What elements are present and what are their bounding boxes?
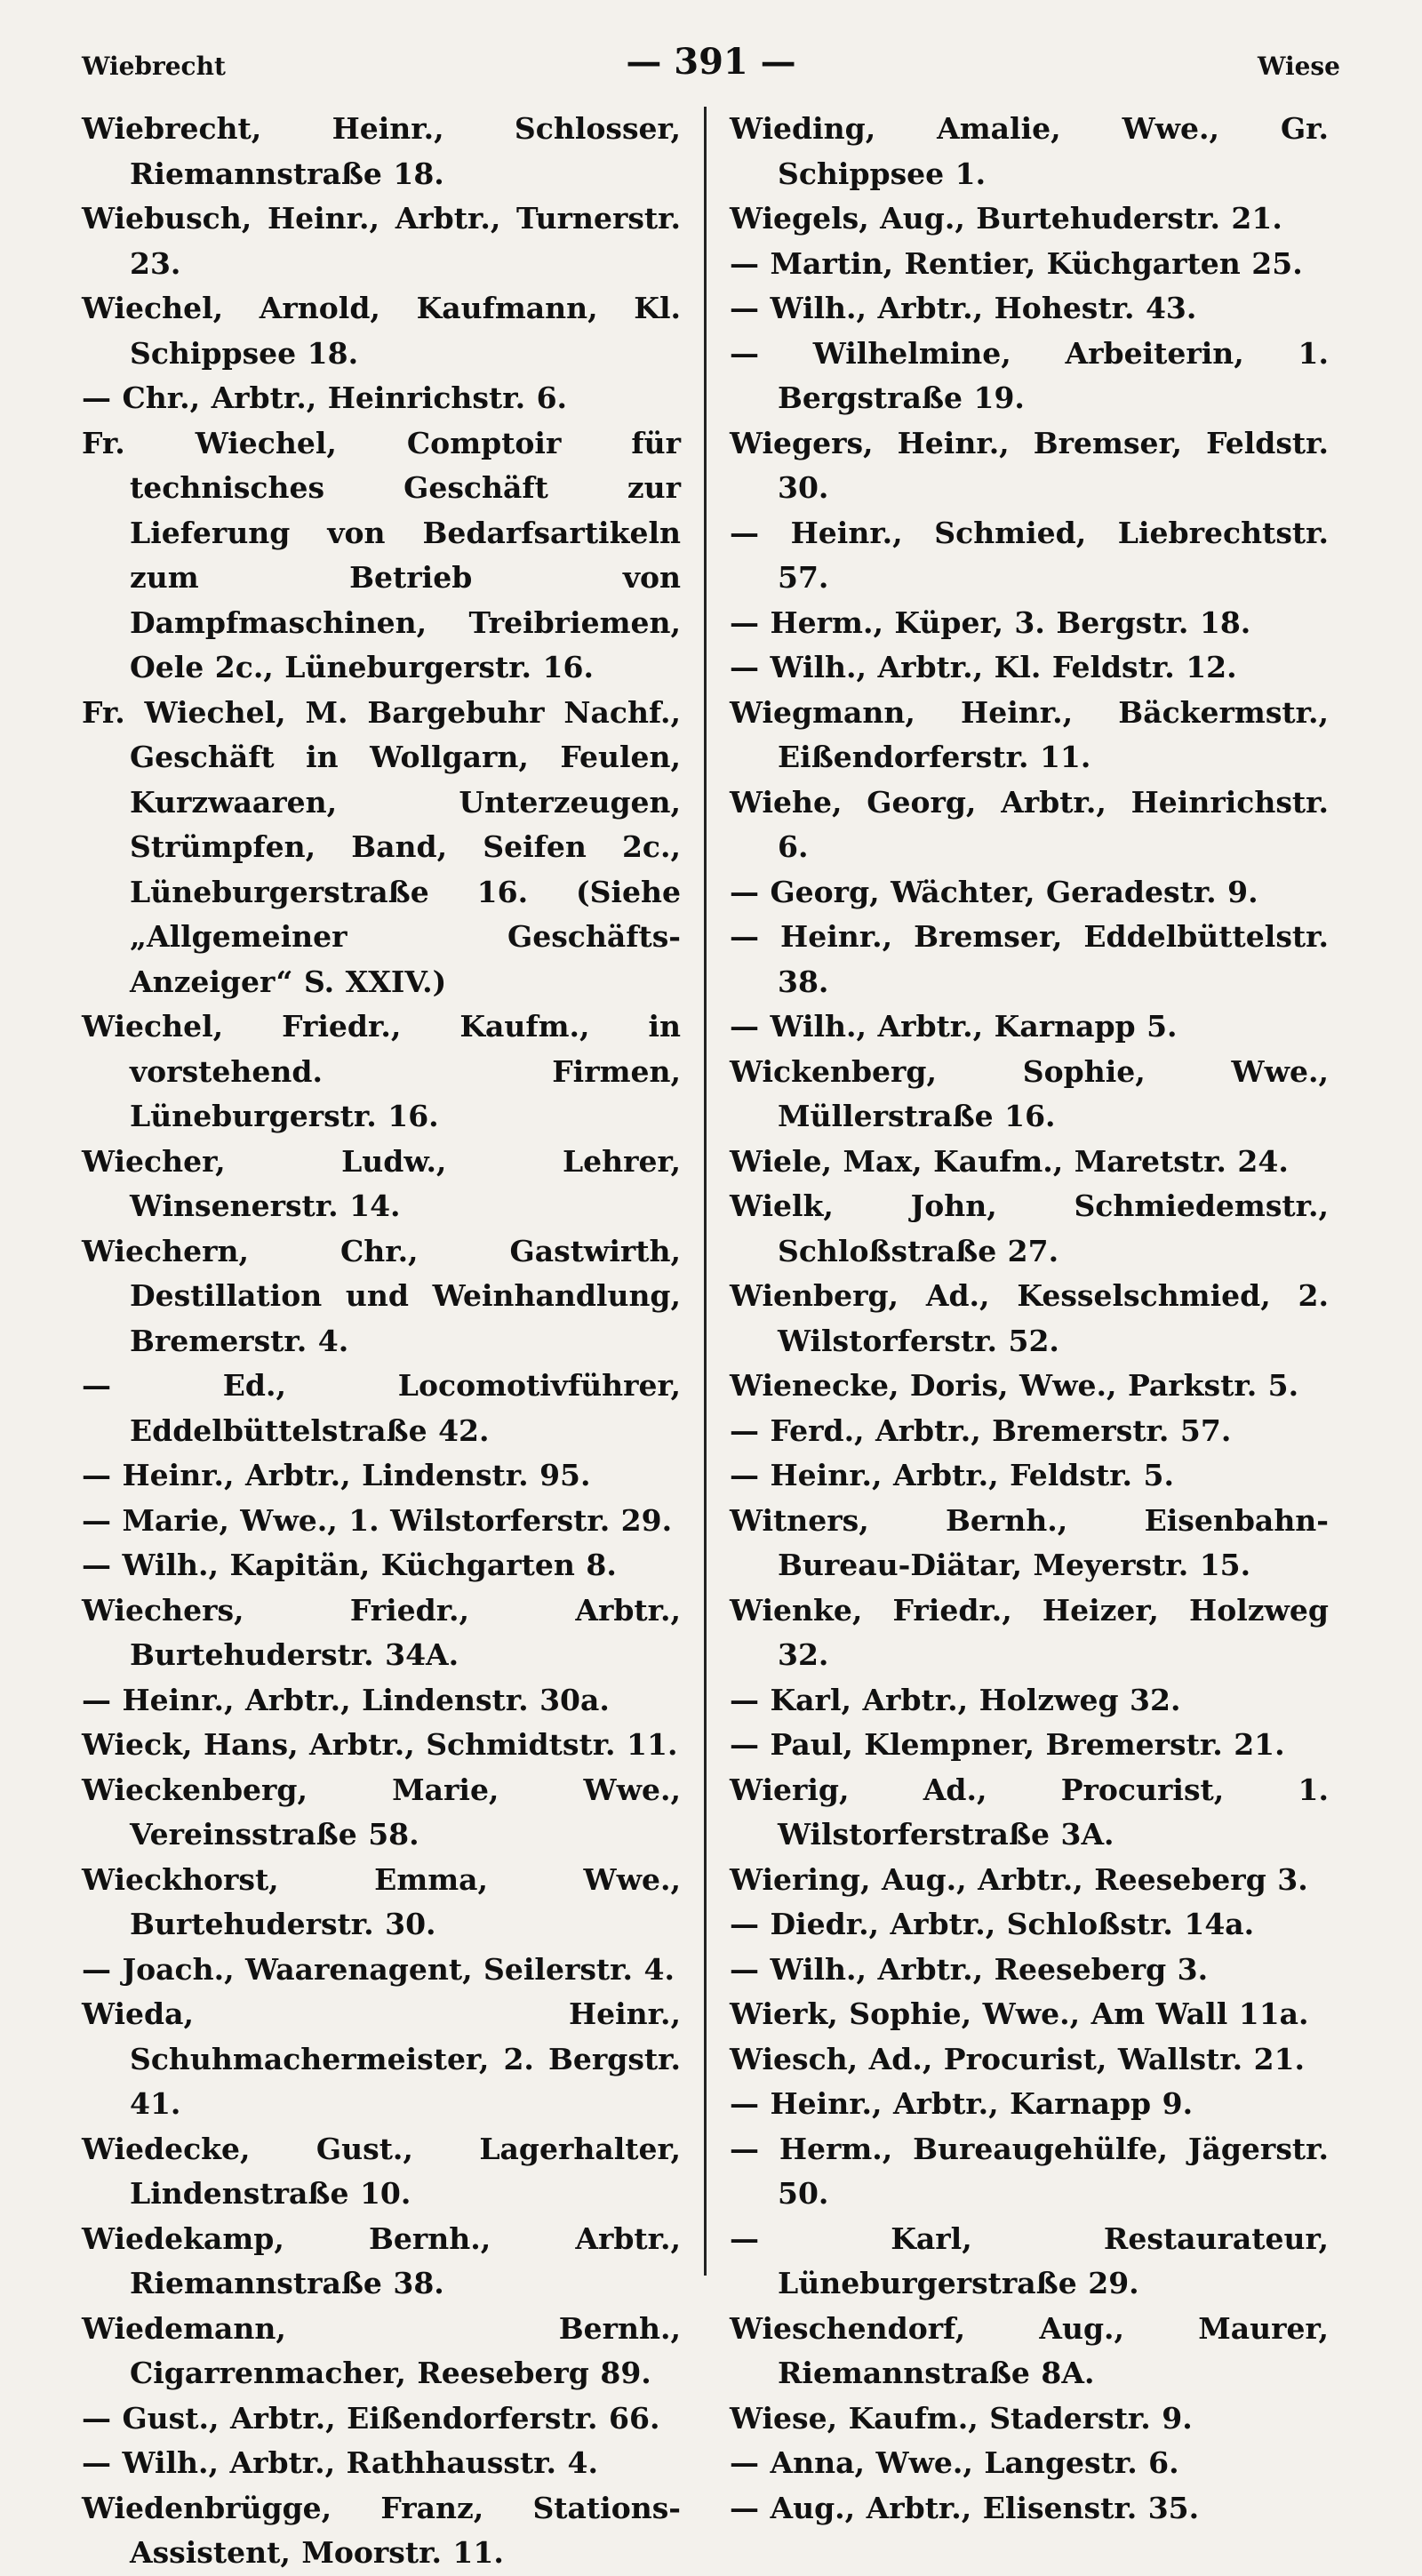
directory-entry: Wiedecke, Gust., Lagerhalter, Lindenstraße 10. xyxy=(82,2131,681,2211)
directory-entry: Wickenberg, Sophie, Wwe., Müllerstraße 16. xyxy=(730,1053,1329,1133)
directory-entry: — Herm., Bureaugehülfe, Jägerstr. 50. xyxy=(730,2131,1329,2211)
directory-entry: — Ed., Locomotivführer, Eddelbüttelstraße 42. xyxy=(82,1368,681,1448)
directory-entry: Wienke, Friedr., Heizer, Holzweg 32. xyxy=(730,1592,1329,1672)
directory-entry: — Wilh., Kapitän, Küchgarten 8. xyxy=(82,1548,617,1582)
directory-entry: — Heinr., Schmied, Liebrechtstr. 57. xyxy=(730,515,1329,595)
directory-entry: — Wilh., Arbtr., Reeseberg 3. xyxy=(730,1951,1209,1987)
directory-entry: Wierig, Ad., Procurist, 1. Wilstorferstraße 3A. xyxy=(730,1772,1329,1852)
directory-entry: Wiedekamp, Bernh., Arbtr., Riemannstraße 38. xyxy=(82,2220,681,2300)
directory-entry: — Heinr., Arbtr., Karnapp 9. xyxy=(730,2086,1194,2121)
directory-entry: Wiecher, Ludw., Lehrer, Winsenerstr. 14. xyxy=(82,1143,681,1223)
directory-entry: Wiechern, Chr., Gastwirth, Destillation und Weinhandlung, Bremerstr. 4. xyxy=(82,1233,681,1358)
directory-entry: Fr. Wiechel, M. Bargebuhr Nachf., Geschäft in Wollgarn, Feulen, Kurzwaaren, Unterzeugen, Strümpfen, Band, Seifen 2c., Lüneburgerstraße 16. (Siehe „Allgemeiner Geschäfts-Anzeiger“ S. XXIV.) xyxy=(82,694,681,999)
directory-entry: Wiebrecht, Heinr., Schlosser, Riemannstraße 18. xyxy=(82,111,681,191)
directory-entry: Wiechel, Arnold, Kaufmann, Kl. Schippsee 18. xyxy=(82,291,681,371)
directory-entry: — Joach., Waarenagent, Seilerstr. 4. xyxy=(82,1951,675,1987)
directory-entry: — Wilh., Arbtr., Kl. Feldstr. 12. xyxy=(730,650,1237,684)
directory-entry: Wienberg, Ad., Kesselschmied, 2. Wilstorferstr. 52. xyxy=(730,1278,1329,1358)
directory-entry: Wienecke, Doris, Wwe., Parkstr. 5. xyxy=(730,1368,1299,1403)
directory-entry: — Heinr., Arbtr., Feldstr. 5. xyxy=(730,1458,1174,1492)
directory-entry: — Anna, Wwe., Langestr. 6. xyxy=(730,2445,1179,2480)
directory-entry: Wiehe, Georg, Arbtr., Heinrichstr. 6. xyxy=(730,784,1329,864)
directory-entry: — Gust., Arbtr., Eißendorferstr. 66. xyxy=(82,2400,660,2436)
directory-entry: Wieschendorf, Aug., Maurer, Riemannstraße 8A. xyxy=(730,2310,1329,2390)
directory-entry: Wiele, Max, Kaufm., Maretstr. 24. xyxy=(730,1143,1289,1179)
directory-entry: Wiedemann, Bernh., Cigarrenmacher, Reeseberg 89. xyxy=(82,2310,681,2390)
directory-entry: Wielk, John, Schmiedemstr., Schloßstraße 27. xyxy=(730,1188,1329,1268)
directory-entry: — Aug., Arbtr., Elisenstr. 35. xyxy=(730,2490,1200,2525)
directory-entry: — Paul, Klempner, Bremerstr. 21. xyxy=(730,1727,1285,1762)
left-column xyxy=(82,107,695,2570)
directory-entry: Wieda, Heinr., Schuhmachermeister, 2. Bergstr. 41. xyxy=(82,1996,681,2121)
directory-entry: Wiedenbrügge, Franz, Stations-Assistent, Moorstr. 11. xyxy=(82,2490,681,2570)
right-column xyxy=(715,107,1329,2525)
page-number: — 391 — xyxy=(626,41,796,83)
directory-entry: — Heinr., Arbtr., Lindenstr. 30a. xyxy=(82,1682,610,1717)
directory-entry: Wiering, Aug., Arbtr., Reeseberg 3. xyxy=(730,1861,1308,1897)
directory-entry: Wiegmann, Heinr., Bäckermstr., Eißendorferstr. 11. xyxy=(730,694,1329,774)
column-divider xyxy=(704,107,707,2276)
directory-entry: — Heinr., Bremser, Eddelbüttelstr. 38. xyxy=(730,919,1329,999)
directory-entry: — Marie, Wwe., 1. Wilstorferstr. 29. xyxy=(82,1502,673,1538)
directory-entry: Wiesch, Ad., Procurist, Wallstr. 21. xyxy=(730,2041,1306,2076)
directory-entry: — Wilh., Arbtr., Hohestr. 43. xyxy=(730,291,1197,325)
directory-entry: Wiegers, Heinr., Bremser, Feldstr. 30. xyxy=(730,425,1329,505)
directory-entry: Witners, Bernh., Eisenbahn-Bureau-Diätar, Meyerstr. 15. xyxy=(730,1502,1329,1582)
running-head-left: Wiebrecht xyxy=(82,52,226,81)
directory-entry: — Wilhelmine, Arbeiterin, 1. Bergstraße 19. xyxy=(730,335,1329,415)
directory-entry: Wieck, Hans, Arbtr., Schmidtstr. 11. xyxy=(82,1727,678,1762)
directory-entry: Wiebusch, Heinr., Arbtr., Turnerstr. 23. xyxy=(82,201,681,281)
entry-columns xyxy=(82,107,1340,2570)
directory-entry: — Chr., Arbtr., Heinrichstr. 6. xyxy=(82,380,568,415)
directory-entry: — Wilh., Arbtr., Rathhausstr. 4. xyxy=(82,2445,598,2480)
directory-entry: Wiechel, Friedr., Kaufm., in vorstehend. Firmen, Lüneburgerstr. 16. xyxy=(82,1009,681,1133)
directory-entry: — Herm., Küper, 3. Bergstr. 18. xyxy=(730,604,1251,640)
directory-entry: — Diedr., Arbtr., Schloßstr. 14a. xyxy=(730,1907,1255,1941)
directory-entry: — Wilh., Arbtr., Karnapp 5. xyxy=(730,1009,1178,1044)
directory-entry: — Ferd., Arbtr., Bremerstr. 57. xyxy=(730,1412,1232,1448)
directory-entry: Wiegels, Aug., Burtehuderstr. 21. xyxy=(730,201,1282,236)
directory-entry: — Martin, Rentier, Küchgarten 25. xyxy=(730,245,1303,281)
running-head-right: Wiese xyxy=(1258,52,1340,81)
directory-entry: Wierk, Sophie, Wwe., Am Wall 11a. xyxy=(730,1996,1309,2031)
directory-entry: Fr. Wiechel, Comptoir für technisches Geschäft zur Lieferung von Bedarfsartikeln zum Betrieb von Dampfmaschinen, Treibriemen, Oele 2c., Lüneburgerstr. 16. xyxy=(82,425,681,684)
directory-entry: — Karl, Restaurateur, Lüneburgerstraße 29. xyxy=(730,2220,1329,2300)
page-header xyxy=(82,36,1340,98)
directory-entry: — Heinr., Arbtr., Lindenstr. 95. xyxy=(82,1458,591,1492)
directory-entry: Wieding, Amalie, Wwe., Gr. Schippsee 1. xyxy=(730,111,1329,191)
directory-entry: Wiechers, Friedr., Arbtr., Burtehuderstr. 34A. xyxy=(82,1592,681,1672)
directory-entry: — Georg, Wächter, Geradestr. 9. xyxy=(730,874,1258,909)
directory-entry: — Karl, Arbtr., Holzweg 32. xyxy=(730,1682,1181,1717)
directory-entry: Wiese, Kaufm., Staderstr. 9. xyxy=(730,2400,1193,2436)
directory-entry: Wieckhorst, Emma, Wwe., Burtehuderstr. 30. xyxy=(82,1861,681,1941)
directory-entry: Wieckenberg, Marie, Wwe., Vereinsstraße 58. xyxy=(82,1772,681,1852)
